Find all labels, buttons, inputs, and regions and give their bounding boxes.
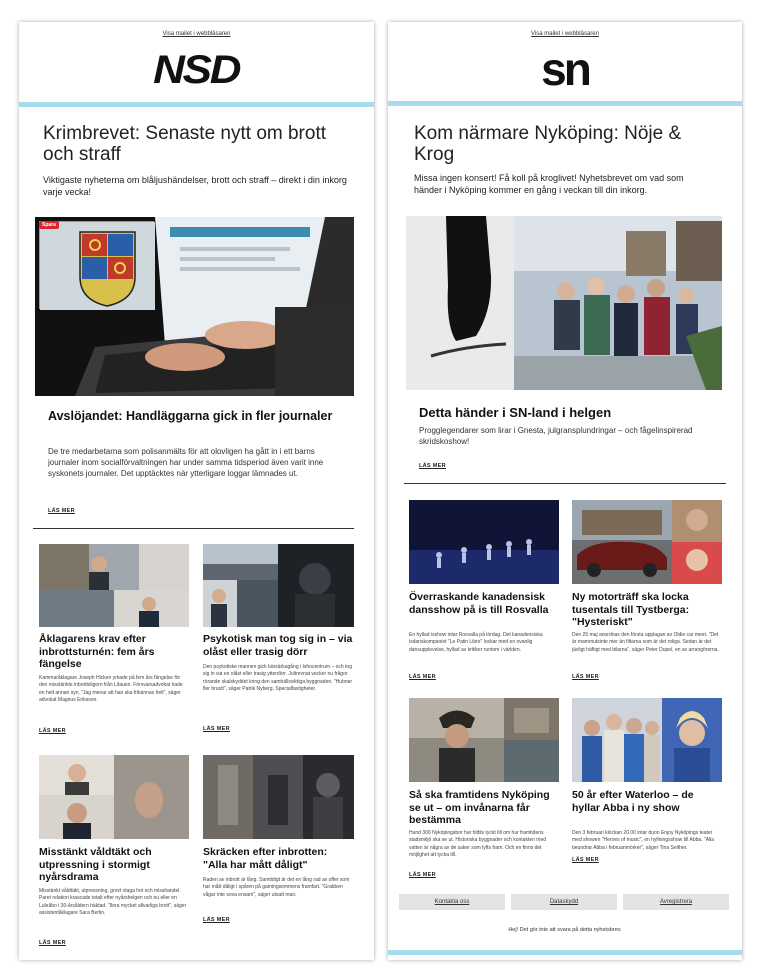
courtroom-portrait-photo (39, 755, 189, 839)
card-2-read-more-link[interactable]: LÄS MER (572, 674, 599, 680)
card-2-image[interactable] (572, 500, 722, 584)
nsd-logo-text: NSD (153, 48, 240, 92)
view-in-browser-link[interactable]: Visa mailet i webbläsaren (162, 31, 231, 37)
card-3-image[interactable] (39, 755, 189, 839)
newsletter-intro: Missa ingen konsert! Få koll på kroglivet! Nyhetsbrevet om vad som händer i Nyköping kommer en gång i veckan till din inkorg. (414, 173, 684, 195)
lead-title[interactable]: Avslöjandet: Handläggarna gick in fler journaler (48, 409, 333, 423)
newsletter-nsd (19, 22, 374, 960)
card-4-text: Raden av inbrott är lång. Samtidigt är det en lång rad av offer som har mått dåligt i spåren på gamingsemmens framfart. "Grabben vågar inte sova ensam", säger utsatt man. (203, 877, 350, 898)
lead-image[interactable] (406, 216, 722, 390)
coat-of-arms-image (39, 221, 154, 309)
lead-text: De tre medarbetarna som polisanmälts för att olovligen ha gått in i ett barns journaler inom socialförvaltningen har under samma tidsperiod även varit inne syskonets journaler. Det upptäcktes när ytterligare loggar lämnades ut. (48, 447, 324, 478)
newsletter-title: Kom närmare Nyköping: Nöje & Krog (414, 123, 682, 165)
card-4-title[interactable]: 50 år efter Waterloo – de hyllar Abba i ny show (572, 789, 694, 814)
abba-tribute-photo (572, 698, 722, 782)
psychiatric-building-photo (203, 544, 354, 627)
card-2-read-more-link[interactable]: LÄS MER (203, 726, 230, 732)
card-3-title[interactable]: Misstänkt våldtäkt och utpressning i stormigt nyårsdrama (39, 846, 152, 883)
card-4-text: Den 3 februari klockan 20.00 intar duon Enjoy Nyköpings teater med showen "Heroes of music", en hyllningsshow till Abba. "Alla beundrar Abba i februarimörker", säger Tina Selther. (572, 830, 715, 851)
card-1-image[interactable] (39, 544, 189, 627)
privacy-button[interactable]: Dataskydd (511, 894, 617, 910)
newsletter-intro: Viktigaste nyheterna om blåljushändelser, brott och straff – direkt i din inkorg varje vecka! (43, 175, 347, 197)
unsubscribe-button[interactable]: Avregistrera (623, 894, 729, 910)
skating-and-crowd-photo (406, 216, 722, 390)
contact-button[interactable]: Kontakta oss (399, 894, 505, 910)
footer-accent-bar (388, 950, 742, 955)
lead-read-more-link[interactable]: LÄS MER (419, 463, 446, 469)
card-3-read-more-link[interactable]: LÄS MER (39, 940, 66, 946)
card-3-read-more-link[interactable]: LÄS MER (409, 872, 436, 878)
card-3-title[interactable]: Så ska framtidens Nyköping se ut – om invånarna får bestämma (409, 789, 550, 826)
lead-read-more-link[interactable]: LÄS MER (48, 508, 75, 514)
lead-image[interactable] (35, 217, 354, 396)
newsletter-sn (388, 22, 742, 960)
vintage-car-photo (572, 500, 722, 584)
card-3-image[interactable] (409, 698, 559, 782)
sn-logo-text: sn (541, 43, 589, 95)
accent-bar (19, 102, 374, 107)
card-4-image[interactable] (572, 698, 722, 782)
card-2-image[interactable] (203, 544, 354, 627)
newsletter-title: Krimbrevet: Senaste nytt om brott och straff (43, 123, 327, 165)
sn-logo (388, 42, 742, 96)
card-4-title[interactable]: Skräcken efter inbrotten: "Alla har mått dåligt" (203, 846, 328, 871)
view-in-browser-link[interactable]: Visa mailet i webbläsaren (531, 31, 599, 37)
card-3-text: Misstänkt våldtäkt, utpressning, grovt olaga hot och misshandel. Paret relation krascade totalt efter nyårshelgen och nu eller en Luleåbo i 30-årsåldern häktad. "Ilera mycket allvarliga brott", säger assistentåklagare Sara Berlin. (39, 888, 187, 916)
card-4-image[interactable] (203, 755, 354, 839)
card-1-title[interactable]: Överraskande kanadensisk dansshow på is till Rosvalla (409, 591, 549, 616)
lead-text: Progglegendarer som lirar i Gnesta, julgransplundringar – och fågelinspirerad skridskoshow! (419, 426, 693, 446)
footer-note: Hej! Det gör inte att svara på detta nyhetsbrev. (508, 927, 622, 933)
card-1-text: Kammaråklagare Joseph Hicken yrkade på fem års fängelse för den misstänkte inbrottsligorn från Litauen. Försvarsadvokat hade en helt annan syn. "Jag menar att han ska frikännas helt", säger advokat Magnus Eriksson. (39, 675, 183, 703)
card-2-text: Den psykotiske mannen gick bärsärkagång i Ishocentrum – och tog sig in via en olåst eller trasig ytterdörr. Jultrevnat vecker nu frågor rörande skalskyddet kring den samhällsviktiga byggnaden. "Hubner fler brustt", säger Patrik Nyberg, Specialfastigheter. (203, 664, 353, 692)
town-planning-photo (409, 698, 559, 782)
shield-icon (40, 222, 155, 310)
card-4-read-more-link[interactable]: LÄS MER (203, 917, 230, 923)
card-3-text: Hund 300 Nyköpingsbor har hittils tyckt till om hur framtidens stadsmiljö ska se ut. Historiska byggnader och kontakten med vatten är några av de saker som lyfts fram. Och en finns det möjlighet att tycka till. (409, 830, 547, 858)
accent-bar (388, 101, 742, 106)
card-1-read-more-link[interactable]: LÄS MER (39, 728, 66, 734)
divider (33, 528, 354, 529)
card-2-text: Den 25 maj anordnas den första upplagan av Oldie car meet. "Det är mammutsinte mer än filtarna som är det roliga. Sedan är det jävligt häftigt med bilarna", säger Peter Dupel, en av arrangörerna. (572, 632, 719, 653)
card-1-title[interactable]: Åklagarens krav efter inbrottsturnén: fem års fängelse (39, 633, 155, 670)
courtroom-photo (39, 544, 189, 627)
card-1-read-more-link[interactable]: LÄS MER (409, 674, 436, 680)
card-1-text: En hyllad isshow intar Rosvalla på lördag. Det kanadensiska isdanskompaniet "Le Patin Libre" lockar med en ovanlig dansupplevelse, hyllad av kritiker runtom i världen. (409, 632, 543, 653)
lead-title[interactable]: Detta händer i SN-land i helgen (419, 405, 612, 420)
burglary-cctv-photo (203, 755, 354, 839)
card-1-image[interactable] (409, 500, 559, 584)
card-2-title[interactable]: Psykotisk man tog sig in – via olåst eller trasig dörr (203, 633, 353, 658)
card-2-title[interactable]: Ny motorträff ska locka tusentals till Tystberga: "Hysteriskt" (572, 591, 690, 628)
spara-badge: Spara (39, 221, 59, 229)
divider (404, 483, 726, 484)
ice-dance-photo (409, 500, 559, 584)
nsd-logo (19, 48, 374, 93)
card-4-read-more-link[interactable]: LÄS MER (572, 857, 599, 863)
